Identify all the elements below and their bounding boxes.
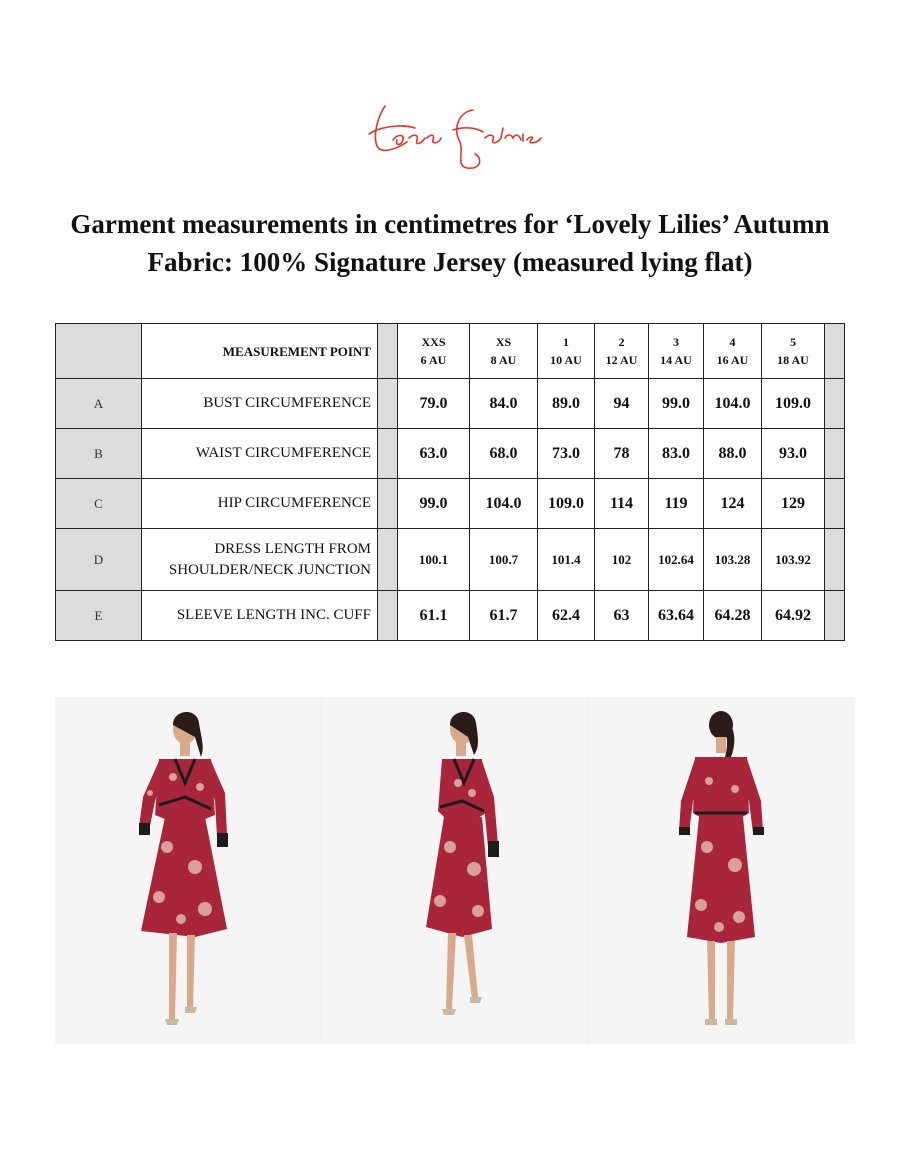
measurement-value: 124 — [704, 479, 762, 529]
measurement-value: 102 — [595, 529, 649, 591]
measurement-value: 64.28 — [704, 591, 762, 641]
size-header: XXS 6 AU — [398, 324, 470, 379]
measurement-value: 61.1 — [398, 591, 470, 641]
measurement-value: 104.0 — [470, 479, 538, 529]
spacer-cell — [378, 529, 398, 591]
spacer-cell — [378, 429, 398, 479]
measurement-point-label: BUST CIRCUMFERENCE — [142, 379, 378, 429]
measurement-value: 79.0 — [398, 379, 470, 429]
measurement-value: 101.4 — [538, 529, 595, 591]
measurement-point-label: SLEEVE LENGTH INC. CUFF — [142, 591, 378, 641]
header-measurement-point: MEASUREMENT POINT — [142, 324, 378, 379]
table-row — [56, 529, 845, 591]
size-header: 5 18 AU — [762, 324, 825, 379]
measurement-value: 99.0 — [649, 379, 704, 429]
measurement-value: 73.0 — [538, 429, 595, 479]
spacer-cell — [825, 591, 845, 641]
size-header: 3 14 AU — [649, 324, 704, 379]
size-header: 4 16 AU — [704, 324, 762, 379]
table-row — [56, 379, 845, 429]
measurement-value: 103.28 — [704, 529, 762, 591]
brand-logo — [355, 88, 545, 183]
measurement-value: 78 — [595, 429, 649, 479]
measurement-point-label: DRESS LENGTH FROM SHOULDER/NECK JUNCTION — [142, 529, 378, 591]
measurement-value: 61.7 — [470, 591, 538, 641]
model-side-figure — [322, 697, 588, 1044]
measurement-value: 114 — [595, 479, 649, 529]
measurement-value: 104.0 — [704, 379, 762, 429]
measurement-value: 119 — [649, 479, 704, 529]
measurement-value: 83.0 — [649, 429, 704, 479]
table-header-row — [56, 324, 845, 379]
size-header: 1 10 AU — [538, 324, 595, 379]
measurement-table — [55, 323, 845, 641]
spacer-cell — [825, 479, 845, 529]
page-title: Garment measurements in centimetres for ‘Lovely Lilies’ Autumn — [70, 209, 830, 239]
row-letter: D — [56, 529, 142, 591]
row-letter: E — [56, 591, 142, 641]
spacer-cell — [378, 324, 398, 379]
spacer-cell — [825, 529, 845, 591]
header-letter-cell — [56, 324, 142, 379]
spacer-cell — [378, 479, 398, 529]
measurement-value: 109.0 — [538, 479, 595, 529]
model-photo-side — [321, 697, 588, 1044]
measurement-value: 63.0 — [398, 429, 470, 479]
measurement-value: 84.0 — [470, 379, 538, 429]
spacer-cell — [825, 379, 845, 429]
spacer-cell — [825, 429, 845, 479]
spacer-cell — [825, 324, 845, 379]
measurement-value: 100.1 — [398, 529, 470, 591]
measurement-value: 103.92 — [762, 529, 825, 591]
measurement-value: 100.7 — [470, 529, 538, 591]
spacer-cell — [378, 379, 398, 429]
measurement-value: 93.0 — [762, 429, 825, 479]
measurement-value: 64.92 — [762, 591, 825, 641]
table-row — [56, 479, 845, 529]
page-subtitle: Fabric: 100% Signature Jersey (measured lying flat) — [147, 247, 753, 277]
measurement-value: 63.64 — [649, 591, 704, 641]
measurement-value: 99.0 — [398, 479, 470, 529]
model-photo-front — [55, 697, 321, 1044]
measurement-value: 89.0 — [538, 379, 595, 429]
measurement-value: 129 — [762, 479, 825, 529]
measurement-value: 94 — [595, 379, 649, 429]
table-row — [56, 429, 845, 479]
measurement-value: 109.0 — [762, 379, 825, 429]
spacer-cell — [378, 591, 398, 641]
measurement-value: 68.0 — [470, 429, 538, 479]
size-header: 2 12 AU — [595, 324, 649, 379]
measurement-point-label: HIP CIRCUMFERENCE — [142, 479, 378, 529]
row-letter: A — [56, 379, 142, 429]
measurement-point-label: WAIST CIRCUMFERENCE — [142, 429, 378, 479]
measurement-value: 63 — [595, 591, 649, 641]
size-header: XS 8 AU — [470, 324, 538, 379]
model-front-figure — [55, 697, 321, 1044]
row-letter: B — [56, 429, 142, 479]
row-letter: C — [56, 479, 142, 529]
table-row — [56, 591, 845, 641]
measurement-value: 62.4 — [538, 591, 595, 641]
model-photo-strip — [55, 697, 855, 1044]
model-back-figure — [589, 697, 855, 1044]
measurement-value: 102.64 — [649, 529, 704, 591]
measurement-value: 88.0 — [704, 429, 762, 479]
brand-logo-signature — [355, 88, 545, 183]
model-photo-back — [588, 697, 855, 1044]
